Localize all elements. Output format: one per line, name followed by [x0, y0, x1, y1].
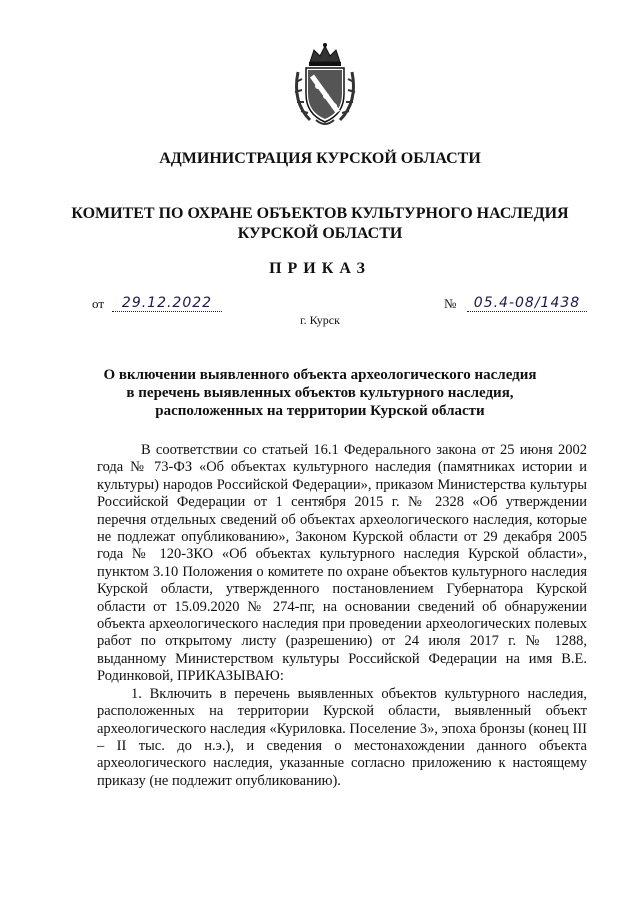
- city: г. Курск: [300, 313, 340, 327]
- document-type: ПРИКАЗ: [269, 260, 371, 277]
- subject-line1: О включении выявленного объекта археологического наследия: [103, 367, 537, 383]
- committee-title-line1: КОМИТЕТ ПО ОХРАНЕ ОБЪЕКТОВ КУЛЬТУРНОГО НАСЛЕДИЯ: [71, 205, 569, 222]
- body-paragraph-1: В соответствии со статьей 16.1 Федерального закона от 25 июня 2002 года № 73-ФЗ «Об объектах культурного наследия (памятниках истории и культуры) народов Российской Федерации», приказом Министерства культуры Российской Федерации от 1 сентября 2015 г. № 2328 «Об утверждении перечня отдельных сведений об объектах археологического наследия, которые не подлежат опубликованию», Законом Курской области от 29 декабря 2005 года № 120-ЗКО «Об объектах культурного наследия Курской области», пунктом 3.10 Положения о комитете по охране объектов культурного наследия Курской области, утвержденного постановлением Губернатора Курской области от 15.09.2020 № 274-пг, на основании сведений об обнаружении объекта археологического наследия при проведении археологических полевых работ по открытому листу (разрешению) от 24 июля 2017 г. № 1288, выданному Министерством культуры Российской Федерации на имя В.Е. Родинковой, ПРИКАЗЫВАЮ:: [97, 442, 587, 685]
- subject-heading: [0, 366, 640, 420]
- date-label: от: [92, 296, 105, 311]
- subject-line2: в перечень выявленных объектов культурного наследия,: [126, 385, 514, 401]
- date-value: 29.12.2022: [112, 295, 222, 312]
- coat-of-arms-icon: [290, 42, 360, 128]
- committee-title-line2: КУРСКОЙ ОБЛАСТИ: [237, 225, 403, 242]
- administration-title: АДМИНИСТРАЦИЯ КУРСКОЙ ОБЛАСТИ: [159, 150, 481, 167]
- body-paragraph-2: 1. Включить в перечень выявленных объектов культурного наследия, расположенных на территории Курской области, выявленный объект археологического наследия «Куриловка. Поселение 3», эпоха бронзы (конец III – II тыс. до н.э.), и сведения о местонахождении данного объекта археологического наследия, указанные согласно приложению к настоящему приказу (не подлежит опубликованию).: [97, 685, 587, 789]
- subject-line3: расположенных на территории Курской области: [155, 403, 485, 419]
- committee-title: [0, 204, 640, 244]
- document-body: [97, 442, 587, 790]
- number-label: №: [444, 296, 457, 311]
- number-value: 05.4-08/1438: [467, 295, 587, 312]
